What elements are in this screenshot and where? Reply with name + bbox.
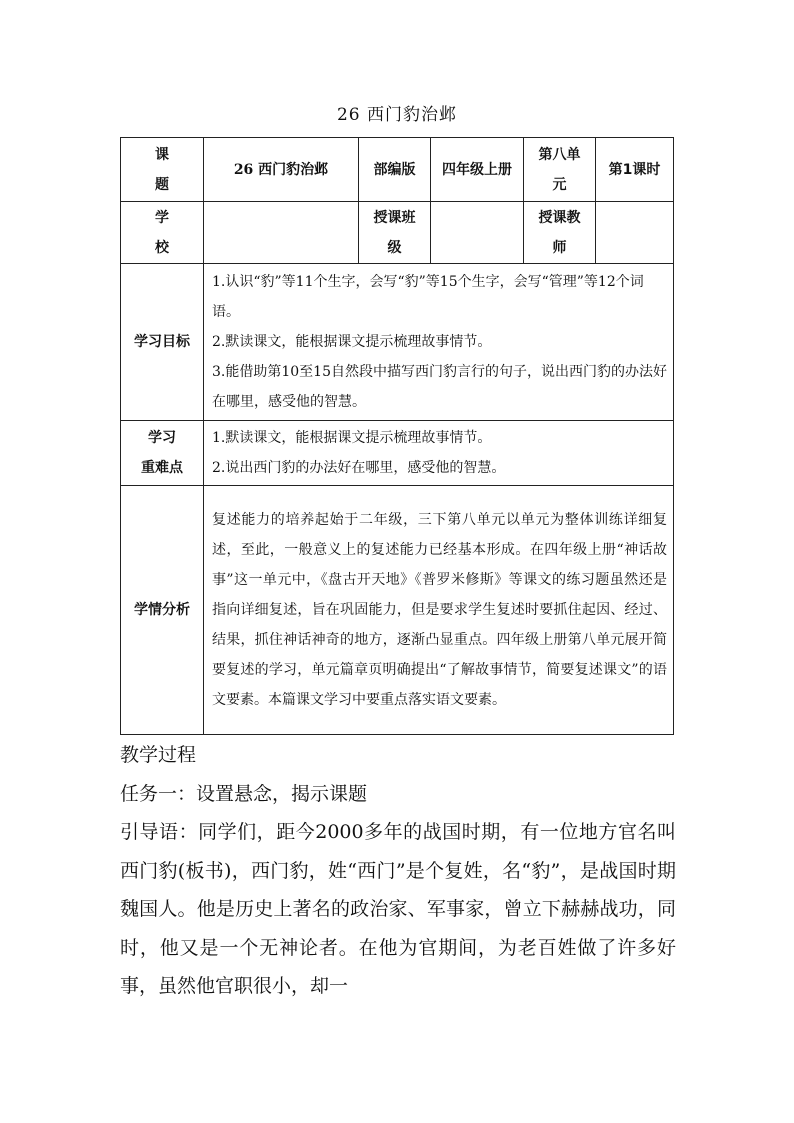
lesson-label: 课 题: [121, 138, 204, 202]
unit: 第八单元: [524, 138, 596, 202]
goals-content: [204, 264, 674, 421]
keypoint-item: 1.默读课文，能根据课文提示梳理故事情节。: [212, 430, 492, 446]
teacher-label: 授课教师: [524, 202, 596, 264]
lesson-name: 26 西门豹治邺: [204, 138, 359, 202]
grade: 四年级上册: [431, 138, 524, 202]
table-row: [121, 138, 674, 202]
keypoints-label-line1: 学习: [148, 430, 176, 446]
goal-item: 1.认识“豹”等11个生字，会写“豹”等15个生字，会写“管理”等12个词语。: [212, 274, 644, 320]
class-label: 授课班级: [359, 202, 431, 264]
school-label: 学 校: [121, 202, 204, 264]
goal-item: 3.能借助第10至15自然段中描写西门豹言行的句子，说出西门豹的办法好在哪里，感受他的智慧。: [212, 364, 667, 410]
table-row: [121, 486, 674, 735]
keypoints-label: [121, 421, 204, 486]
goals-label: 学习目标: [121, 264, 204, 421]
keypoints-content: [204, 421, 674, 486]
period: 第1课时: [596, 138, 674, 202]
process-heading: 教学过程: [120, 744, 197, 766]
teaching-process: [120, 736, 676, 1006]
analysis-label: 学情分析: [121, 486, 204, 735]
school-value: [204, 202, 359, 264]
table-row: [121, 264, 674, 421]
analysis-content: 复述能力的培养起始于二年级，三下第八单元以单元为整体训练详细复述，至此，一般意义上的复述能力已经基本形成。在四年级上册“神话故事”这一单元中，《盘古开天地》《普罗米修斯》等课文的练习题虽然还是指向详细复述，旨在巩固能力，但是要求学生复述时要抓住起因、经过、结果，抓住神话神奇的地方，逐渐凸显重点。四年级上册第八单元展开简要复述的学习，单元篇章页明确提出“了解故事情节，简要复述课文”的语文要素。本篇课文学习中要重点落实语文要素。: [204, 486, 674, 735]
page-title: 26 西门豹治邺: [336, 105, 458, 125]
lesson-plan-table: [120, 137, 674, 735]
goal-item: 2.默读课文，能根据课文提示梳理故事情节。: [212, 334, 492, 350]
class-value: [431, 202, 524, 264]
keypoint-item: 2.说出西门豹的办法好在哪里，感受他的智慧。: [212, 460, 506, 476]
intro-paragraph: 引导语：同学们，距今2000多年的战国时期，有一位地方官名叫西门豹(板书)，西门豹，姓“西门”是个复姓，名“豹”，是战国时期魏国人。他是历史上著名的政治家、军事家，曾立下赫赫战功，同时，他又是一个无神论者。在他为官期间，为老百姓做了许多好事，虽然他官职很小，却一: [120, 821, 676, 997]
table-row: [121, 421, 674, 486]
table-row: [121, 202, 674, 264]
task-heading: 任务一：设置悬念，揭示课题: [120, 782, 368, 805]
teacher-value: [596, 202, 674, 264]
keypoints-label-line2: 重难点: [141, 460, 183, 476]
edition: 部编版: [359, 138, 431, 202]
